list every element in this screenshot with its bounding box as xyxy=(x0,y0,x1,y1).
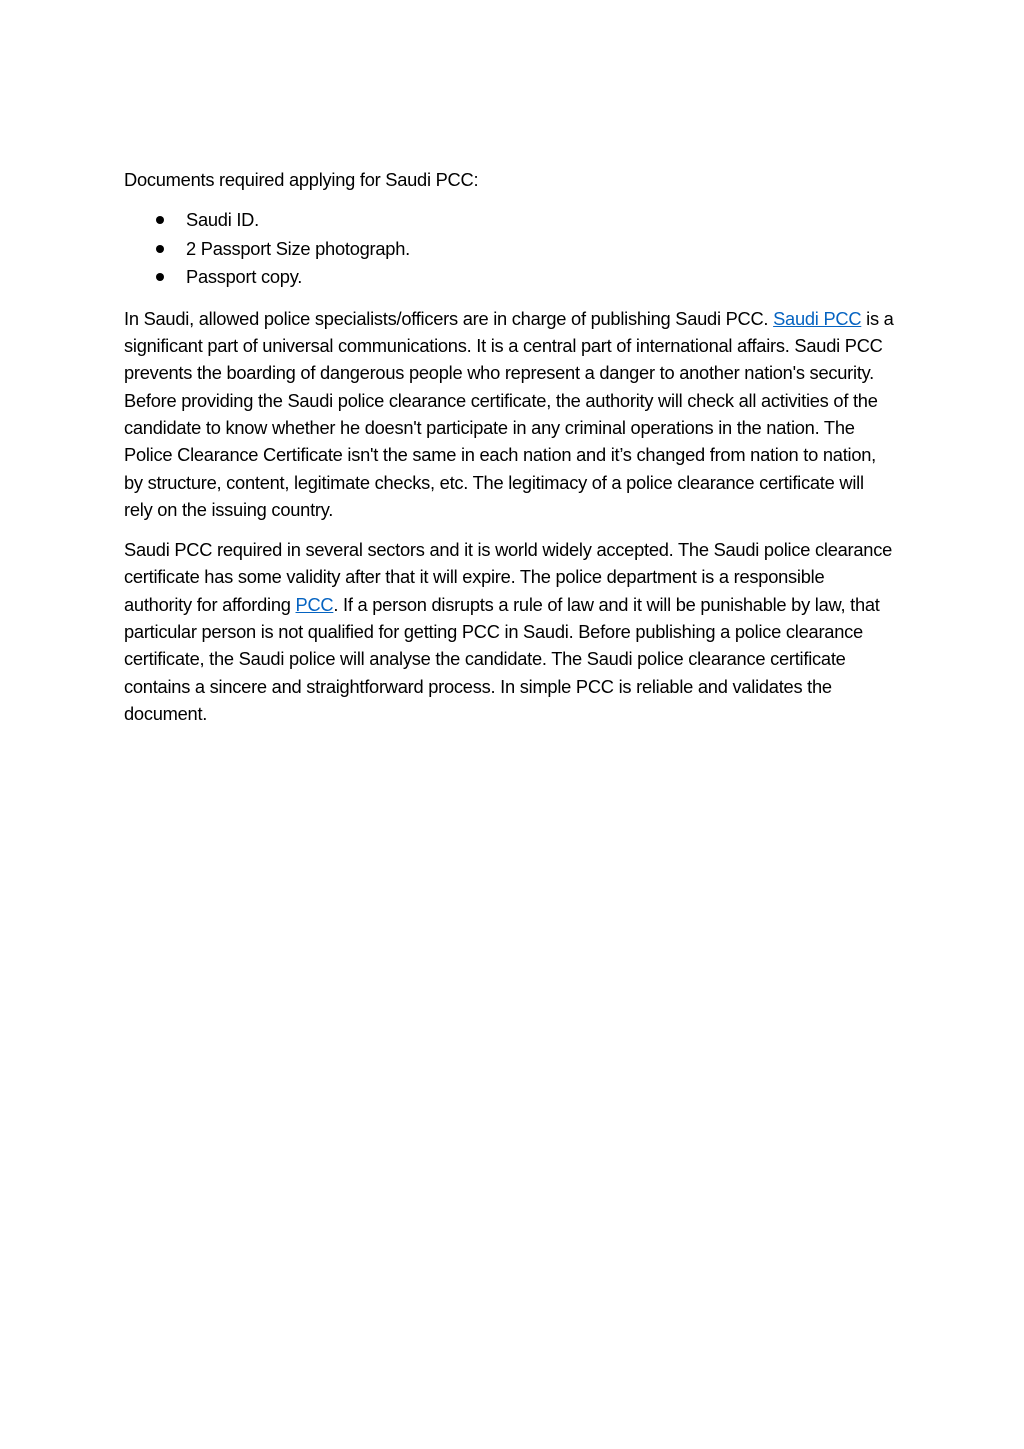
paragraph-saudi-pcc-overview xyxy=(124,305,894,523)
list-item xyxy=(124,206,894,235)
list-item xyxy=(124,263,894,292)
document-body xyxy=(124,166,894,740)
paragraph-text: Saudi PCC required in several sectors and it is world widely accepted. The Saudi police clearance certificate has some validity after that it will expire. The police department is a responsible authority for affording xyxy=(124,539,893,615)
list-item xyxy=(124,235,894,264)
pcc-link[interactable]: PCC xyxy=(295,593,334,615)
paragraph-text: . If a person disrupts a rule of law and it will be punishable by law, that particular person is not qualified for getting PCC in Saudi. Before publishing a police clearance certificate, the Saudi police will analyse the candidate. The Saudi police clearance certificate contains a sincere and straightforward process. In simple PCC is reliable and validates the document. xyxy=(124,593,880,724)
bullet-icon xyxy=(156,273,164,281)
list-item-text: Saudi ID. xyxy=(186,209,259,231)
paragraph-pcc-requirements xyxy=(124,536,894,727)
required-documents-list xyxy=(124,206,894,292)
list-heading: Documents required applying for Saudi PCC: xyxy=(124,169,479,190)
list-item-text: 2 Passport Size photograph. xyxy=(186,237,410,259)
bullet-icon xyxy=(156,216,164,224)
paragraph-text: is a significant part of universal communications. It is a central part of international affairs. Saudi PCC prevents the boarding of dangerous people who represent a danger to another nation's security. Before providing the Saudi police clearance certificate, the authority will check all activities of the candidate to know whether he doesn't participate in any criminal operations in the nation. The Police Clearance Certificate isn't the same in each nation and it’s changed from nation to nation, by structure, content, legitimate checks, etc. The legitimacy of a police clearance certificate will rely on the issuing country. xyxy=(124,307,894,520)
list-item-text: Passport copy. xyxy=(186,266,303,288)
saudi-pcc-link[interactable]: Saudi PCC xyxy=(773,307,862,329)
bullet-icon xyxy=(156,245,164,253)
paragraph-text: In Saudi, allowed police specialists/officers are in charge of publishing Saudi PCC. xyxy=(124,307,774,329)
